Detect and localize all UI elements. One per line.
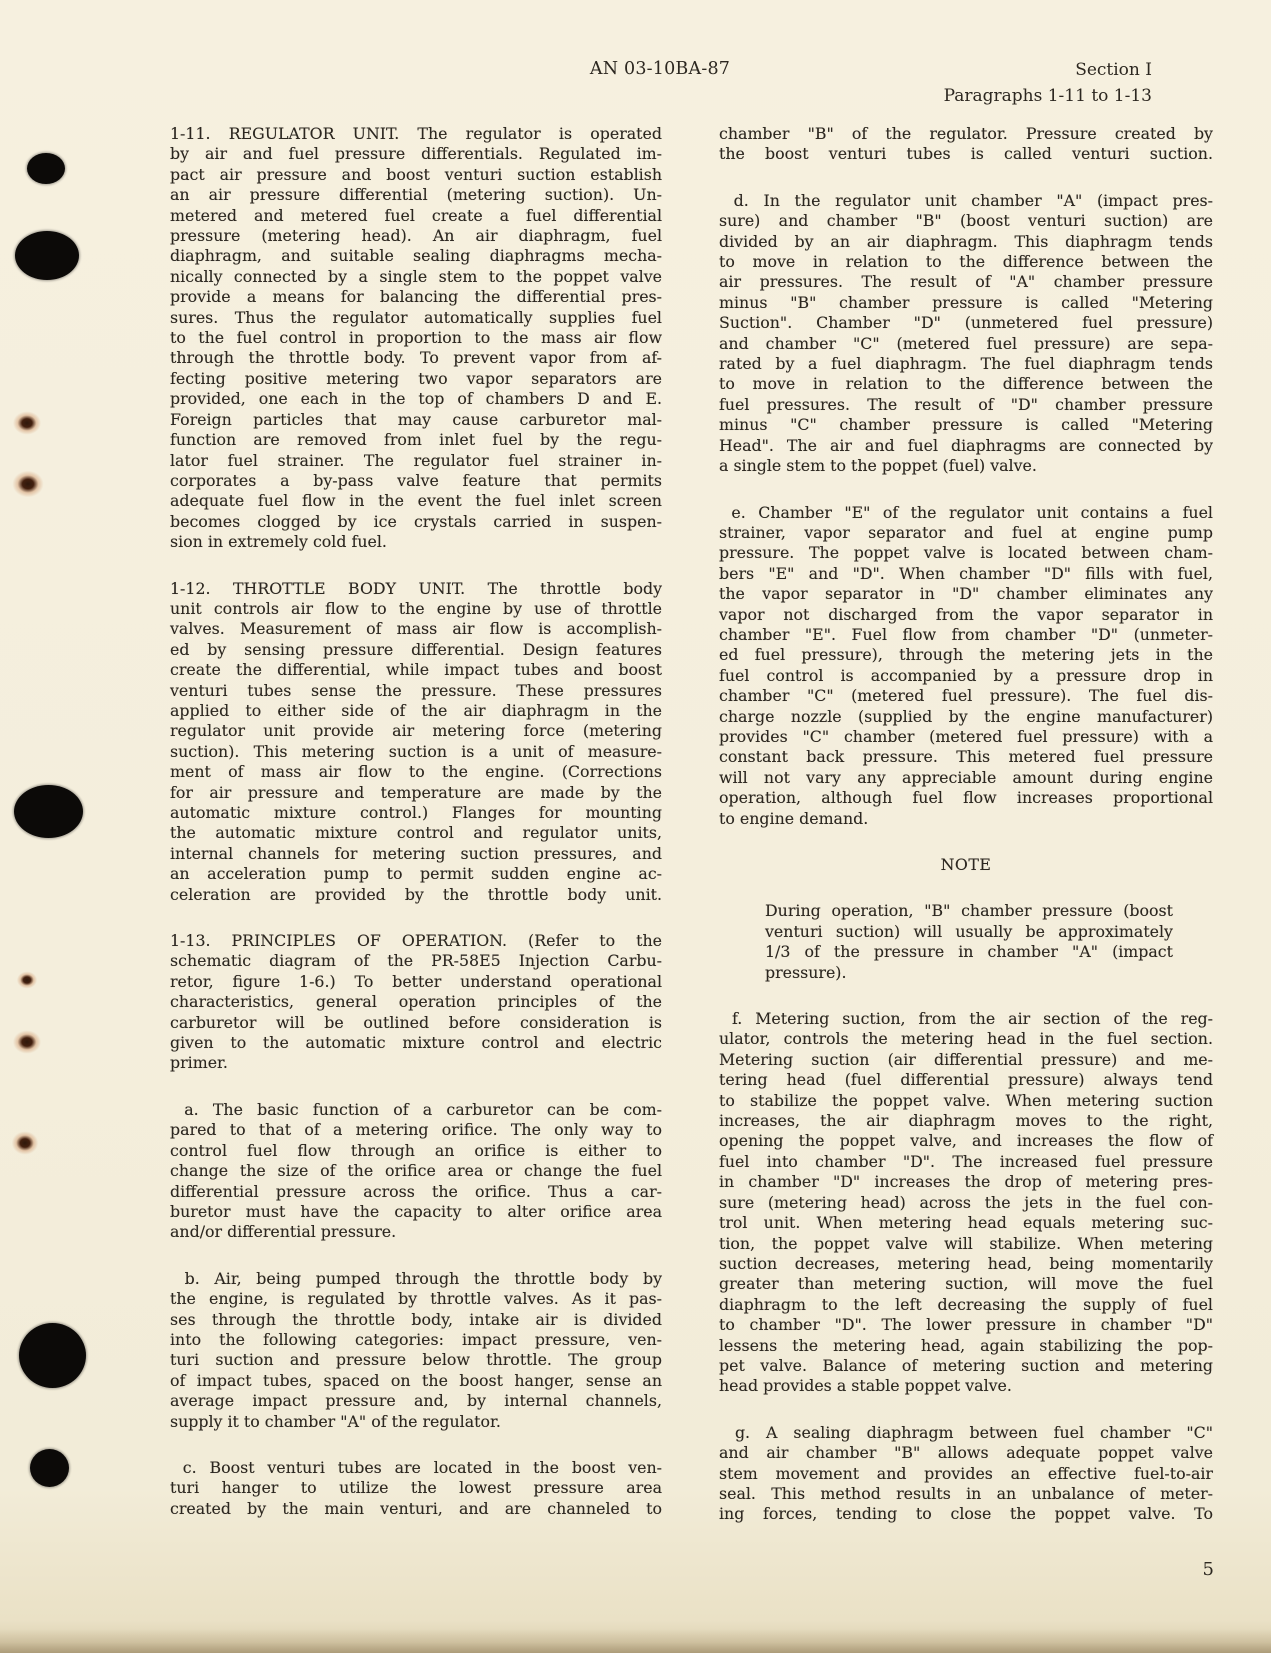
text-line: valves. Measurement of mass air flow is accomplish- [170,619,662,639]
text-line: automatic mixture control.) Flanges for mounting [170,803,662,822]
text-line: the vapor separator in "D" chamber eliminates any [719,584,1213,604]
text-line: turi suction and pressure below throttle. The group [170,1350,662,1370]
text-line: ment of mass air flow to the engine. (Corrections [170,762,662,782]
text-line: pressure). [765,962,847,982]
text-line: average impact pressure and, by internal channels, [170,1391,662,1411]
text-line: bers "E" and "D". When chamber "D" fills with fuel, [719,563,1213,583]
text-line: into the following categories: impact pressure, ven- [170,1329,662,1349]
text-line: suction). This metering suction is a unit of measure- [170,741,662,761]
text-line: adequate fuel flow in the event the fuel inlet screen [170,491,662,511]
text-line: create the differential, while impact tubes and boost [170,660,662,680]
text-line: pressure. The poppet valve is located between cham- [719,543,1213,563]
text-line: applied to either side of the air diaphragm in the [170,700,662,720]
note-heading: NOTE [940,855,992,874]
text-line: constant back pressure. This metered fuel pressure [719,747,1213,767]
text-line: for air pressure and temperature are made by the [170,782,662,802]
text-line: ed by sensing pressure differential. Design features [170,639,662,659]
text-line: f. Metering suction, from the air section of the reg- [719,1009,1213,1029]
text-line: schematic diagram of the PR-58E5 Injection Carbu- [170,951,662,971]
text-line: minus "B" chamber pressure is called "Metering [719,292,1213,312]
header-right [944,57,1152,109]
text-line: retor, figure 1-6.) To better understand operational [170,971,662,991]
ink-smudge [8,1128,42,1158]
text-line: pact air pressure and boost venturi suction establish [170,164,662,184]
text-line: created by the main venturi, and are channeled to [170,1498,662,1518]
text-line: differential pressure across the orifice. Thus a car- [170,1181,662,1201]
text-line: carburetor will be outlined before consideration is [170,1012,662,1032]
text-line: sures. Thus the regulator automatically supplies fuel [170,307,662,327]
text-line: 1/3 of the pressure in chamber "A" (impact [765,942,1173,962]
text-line: nically connected by a single stem to the poppet valve [170,266,662,286]
text-line: and air chamber "B" allows adequate poppet valve [719,1443,1213,1463]
text-line: venturi suction) will usually be approximately [765,921,1173,941]
text-line: sion in extremely cold fuel. [170,532,387,552]
text-line: provided, one each in the top of chambers D and E. [170,389,662,409]
text-line: 1-13. PRINCIPLES OF OPERATION. (Refer to the [170,931,662,951]
text-line: opening the poppet valve, and increases the flow of [719,1131,1213,1151]
text-line: an air pressure differential (metering suction). Un- [170,185,662,205]
text-line: fuel pressures. The result of "D" chamber pressure [719,394,1213,414]
binder-hole [14,785,83,838]
text-line: chamber "E". Fuel flow from chamber "D" (unmeter- [719,624,1213,644]
ink-smudge [8,467,48,501]
paragraph [719,124,1213,165]
text-line: becomes clogged by ice crystals carried in suspen- [170,511,662,531]
text-line: metered and metered fuel create a fuel differential [170,205,662,225]
text-line: through the throttle body. To prevent vapor from af- [170,348,662,368]
text-line: sure (metering head) across the jets in the fuel con- [719,1192,1213,1212]
ink-smudge [14,969,40,991]
text-line: to move in relation to the difference between the [719,252,1213,272]
paragraph-range-label: Paragraphs 1-11 to 1-13 [943,86,1152,106]
text-line: to move in relation to the difference between the [719,374,1213,394]
left-column [170,124,662,1545]
paragraph [719,1423,1213,1525]
text-line: ulator, controls the metering head in the fuel section. [719,1029,1213,1049]
text-line: regulator unit provide air metering force (metering [170,721,662,741]
text-line: lessens the metering head, again stabilizing the pop- [719,1335,1213,1355]
paragraph [719,191,1213,477]
text-line: corporates a by-pass valve feature that permits [170,470,662,490]
text-line: b. Air, being pumped through the throttle body by [170,1268,662,1288]
text-line: greater than metering suction, will move the fuel [719,1274,1213,1294]
text-line: c. Boost venturi tubes are located in the boost ven- [170,1457,662,1477]
text-line: increases, the air diaphragm moves to the right, [719,1111,1213,1131]
text-line: by air and fuel pressure differentials. Regulated im- [170,144,662,164]
text-line: pet valve. Balance of metering suction and metering [719,1355,1213,1375]
text-line: of impact tubes, spaced on the boost hanger, sense an [170,1370,662,1390]
text-line: trol unit. When metering head equals metering suc- [719,1213,1213,1233]
text-line: the engine, is regulated by throttle valves. As it pas- [170,1289,662,1309]
text-line: pared to that of a metering orifice. The only way to [170,1120,662,1140]
text-line: During operation, "B" chamber pressure (boost [765,901,1173,921]
text-line: suction decreases, metering head, being momentarily [719,1253,1213,1273]
note-body [719,901,1213,983]
text-line: the automatic mixture control and regulator units, [170,823,662,843]
text-line: to chamber "D". The lower pressure in chamber "D" [719,1315,1213,1335]
binder-hole [27,153,65,184]
page-number: 5 [1202,1559,1214,1580]
text-line: divided by an air diaphragm. This diaphragm tends [719,231,1213,251]
text-line: celeration are provided by the throttle body unit. [170,884,662,904]
text-line: tion, the poppet valve will stabilize. When metering [719,1233,1213,1253]
text-line: and/or differential pressure. [170,1222,397,1242]
section-label: Section I [1075,60,1152,80]
text-line: g. A sealing diaphragm between fuel chamber "C" [719,1422,1213,1442]
text-line: stem movement and provides an effective fuel-to-air [719,1463,1213,1483]
text-line: e. Chamber "E" of the regulator unit contains a fuel [719,502,1213,522]
paragraph [170,579,662,906]
text-line: chamber "B" of the regulator. Pressure created by [719,124,1213,143]
text-line: pressure (metering head). An air diaphragm, fuel [170,226,662,246]
text-line: charge nozzle (supplied by the engine manufacturer) [719,706,1213,726]
doc-number: AN 03-10BA-87 [589,59,731,79]
text-line: provide a means for balancing the differential pres- [170,287,662,307]
text-line: function are removed from inlet fuel by the regu- [170,430,662,450]
text-line: venturi tubes sense the pressure. These pressures [170,680,662,700]
right-column [719,124,1213,1551]
paragraph [170,1269,662,1432]
text-line: ses through the throttle body, intake air is divided [170,1309,662,1329]
text-line: to the fuel control in proportion to the mass air flow [170,328,662,348]
text-line: rated by a fuel diaphragm. The fuel diaphragm tends [719,354,1213,374]
text-line: fecting positive metering two vapor separators are [170,368,662,388]
text-line: fuel control is accompanied by a pressure drop in [719,665,1213,685]
text-line: ed fuel pressure), through the metering jets in the [719,645,1213,665]
text-line: Metering suction (air differential pressure) and me- [719,1049,1213,1069]
text-line: 1-12. THROTTLE BODY UNIT. The throttle body [170,578,662,598]
text-line: vapor not discharged from the vapor separator in [719,604,1213,624]
paragraph [170,931,662,1074]
ink-smudge [9,1027,45,1057]
paragraph [719,1009,1213,1397]
text-line: in chamber "D" increases the drop of metering pres- [719,1172,1213,1192]
paragraph [719,503,1213,830]
text-line: buretor must have the capacity to alter orifice area [170,1201,662,1221]
text-line: head provides a stable poppet valve. [719,1376,1012,1396]
text-line: supply it to chamber "A" of the regulator. [170,1411,501,1431]
text-line: Foreign particles that may cause carburetor mal- [170,409,662,429]
text-line: a single stem to the poppet (fuel) valve. [719,456,1037,476]
binder-hole [30,1449,69,1487]
text-line: d. In the regulator unit chamber "A" (impact pres- [719,190,1213,210]
text-line: characteristics, general operation principles of the [170,992,662,1012]
text-line: lator fuel strainer. The regulator fuel strainer in- [170,450,662,470]
text-line: to stabilize the poppet valve. When metering suction [719,1090,1213,1110]
text-line: an acceleration pump to permit sudden engine ac- [170,864,662,884]
text-line: Suction". Chamber "D" (unmetered fuel pressure) [719,313,1213,333]
text-line: sure) and chamber "B" (boost venturi suction) are [719,211,1213,231]
paragraph [170,124,662,553]
text-line: turi hanger to utilize the lowest pressure area [170,1478,662,1498]
text-line: air pressures. The result of "A" chamber pressure [719,272,1213,292]
ink-smudge [9,408,45,438]
text-line: seal. This method results in an unbalance of meter- [719,1483,1213,1503]
text-line: unit controls air flow to the engine by use of throttle [170,598,662,618]
text-line: given to the automatic mixture control and electric [170,1033,662,1053]
text-line: change the size of the orifice area or change the fuel [170,1161,662,1181]
text-line: 1-11. REGULATOR UNIT. The regulator is operated [170,124,662,143]
text-line: tering head (fuel differential pressure) always tend [719,1070,1213,1090]
binder-hole [15,231,79,280]
text-line: will not vary any appreciable amount during engine [719,767,1213,787]
text-line: operation, although fuel flow increases proportional [719,788,1213,808]
text-line: the boost venturi tubes is called venturi suction. [719,144,1213,164]
text-line: provides "C" chamber (metered fuel pressure) with a [719,726,1213,746]
binder-hole [19,1323,86,1388]
text-line: diaphragm, and suitable sealing diaphragms mecha- [170,246,662,266]
text-line: minus "C" chamber pressure is called "Metering [719,415,1213,435]
text-line: fuel into chamber "D". The increased fuel pressure [719,1151,1213,1171]
page-edge-shadow [0,1629,1271,1653]
paragraph [170,1100,662,1243]
text-line: a. The basic function of a carburetor can be com- [170,1099,662,1119]
text-line: diaphragm to the left decreasing the supply of fuel [719,1294,1213,1314]
text-line: strainer, vapor separator and fuel at engine pump [719,522,1213,542]
text-line: chamber "C" (metered fuel pressure). The fuel dis- [719,686,1213,706]
text-line: primer. [170,1053,228,1073]
paragraph [170,1458,662,1519]
text-line: control fuel flow through an orifice is either to [170,1140,662,1160]
text-line: and chamber "C" (metered fuel pressure) are sepa- [719,333,1213,353]
text-line: internal channels for metering suction pressures, and [170,843,662,863]
text-line: Head". The air and fuel diaphragms are connected by [719,435,1213,455]
text-line: ing forces, tending to close the poppet valve. To [719,1504,1213,1524]
text-line: to engine demand. [719,808,869,828]
